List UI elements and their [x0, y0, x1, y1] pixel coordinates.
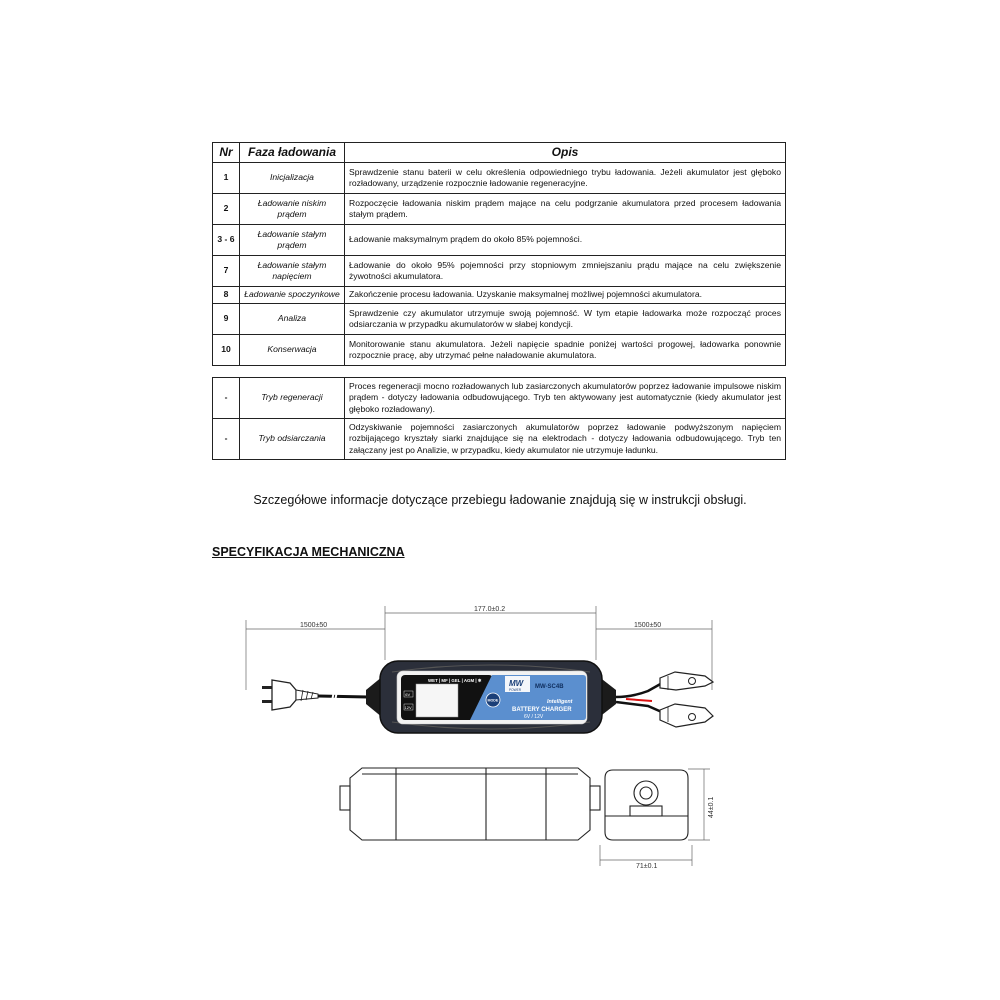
- product-line1: Intelligent: [547, 699, 573, 705]
- charger-end-view: [605, 770, 688, 840]
- row-nr: -: [213, 378, 240, 419]
- mode-button-label: MODE: [487, 698, 499, 703]
- ac-cable: [318, 696, 368, 697]
- instruction-note: Szczegółowe informacje dotyczące przebiegu ładowanie znajdują się w instrukcji obsługi.: [253, 493, 747, 507]
- row-nr: 9: [213, 304, 240, 335]
- row-description: Sprawdzenie czy akumulator utrzymuje swoją pojemność. W tym etapie ładowarka może rozpocząć proces odsiarczania w przypadku akumulatorów w słabej kondycji.: [345, 304, 786, 335]
- product-line2: BATTERY CHARGER: [512, 707, 572, 713]
- row-phase: Analiza: [240, 304, 345, 335]
- charger-body: [366, 661, 616, 733]
- dimension-lines: [246, 606, 712, 866]
- row-description: Rozpoczęcie ładowania niskim prądem mające na celu podgrzanie akumulatora przed procesem ładowania stałym prądem.: [345, 194, 786, 225]
- row-nr: -: [213, 419, 240, 460]
- row-description: Sprawdzenie stanu baterii w celu określenia odpowiedniego trybu ładowania. Jeżeli akumulator jest głęboko rozładowany, urządzenie rozpocznie ładowanie regeneracyjne.: [345, 163, 786, 194]
- row-description: Odzyskiwanie pojemności zasiarczonych akumulatorów poprzez ładowanie podwyższonym napięciem rozbijającego kryształy siarki znajdujące się na elektrodach - dotyczy ładowania odbudowującego. Tryb ten załączany jest po Analizie, w przypadku, kiedy akumulator nie utrzymuje ładunku.: [345, 419, 786, 460]
- label-12v: 12V: [404, 704, 412, 710]
- row-description: Ładowanie do około 95% pojemności przy stopniowym zmniejszaniu prądu mające na celu zwiększenie żywotności akumulatora.: [345, 256, 786, 287]
- lcd-screen: [416, 684, 458, 717]
- section-heading: SPECYFIKACJA MECHANICZNA: [212, 545, 405, 559]
- row-description: Proces regeneracji mocno rozładowanych lub zasiarczonych akumulatorów poprzez ładowanie impulsowe niskim prądem - dotyczy ładowania odbudowującego. Tryb ten aktywowany jest automatycznie (kiedy akumulator jest głęboko rozładowany).: [345, 378, 786, 419]
- model-number: MW-SC4B: [535, 684, 564, 690]
- row-nr: 8: [213, 287, 240, 304]
- mode-indicators: WET | MF | GEL | AGM | ❄: [428, 678, 482, 683]
- row-nr: 2: [213, 194, 240, 225]
- row-phase: Tryb odsiarczania: [240, 419, 345, 460]
- row-nr: 10: [213, 335, 240, 366]
- dim-width: 71±0.1: [636, 863, 658, 870]
- positive-clamp-icon: [660, 672, 713, 690]
- row-phase: Konserwacja: [240, 335, 345, 366]
- row-phase: Ładowanie niskim prądem: [240, 194, 345, 225]
- dim-height: 44±0.1: [708, 796, 715, 818]
- dim-cable-left: 1500±50: [300, 622, 328, 629]
- row-phase: Ładowanie stałym napięciem: [240, 256, 345, 287]
- row-phase: Inicjalizacja: [240, 163, 345, 194]
- dim-body-length: 177.0±0.2: [474, 606, 506, 613]
- voltage-footer: 6V / 12V: [524, 714, 544, 720]
- charger-side-view: [340, 768, 600, 840]
- ac-plug-icon: [262, 680, 318, 710]
- brand-sub: POWER: [509, 688, 522, 692]
- row-nr: 1: [213, 163, 240, 194]
- row-description: Monitorowanie stanu akumulatora. Jeżeli napięcie spadnie poniżej wartości progowej, ładowarka ponownie rozpocznie pracę, aby utrzymać pełne naładowanie akumulatora.: [345, 335, 786, 366]
- row-description: Ładowanie maksymalnym prądem do około 85% pojemności.: [345, 225, 786, 256]
- negative-clamp-icon: [660, 704, 713, 727]
- dim-cable-right: 1500±50: [634, 622, 662, 629]
- row-phase: Tryb regeneracji: [240, 378, 345, 419]
- row-nr: 7: [213, 256, 240, 287]
- row-description: Zakończenie procesu ładowania. Uzyskanie maksymalnej możliwej pojemności akumulatora.: [345, 287, 786, 304]
- header-description: Opis: [345, 143, 786, 163]
- label-6v: 6V: [405, 691, 411, 697]
- brand-text: MW: [509, 679, 524, 688]
- output-cables: [616, 682, 664, 713]
- row-phase: Ładowanie stałym prądem: [240, 225, 345, 256]
- row-nr: 3 - 6: [213, 225, 240, 256]
- header-nr: Nr: [213, 143, 240, 163]
- header-phase: Faza ładowania: [240, 143, 345, 163]
- row-phase: Ładowanie spoczynkowe: [240, 287, 345, 304]
